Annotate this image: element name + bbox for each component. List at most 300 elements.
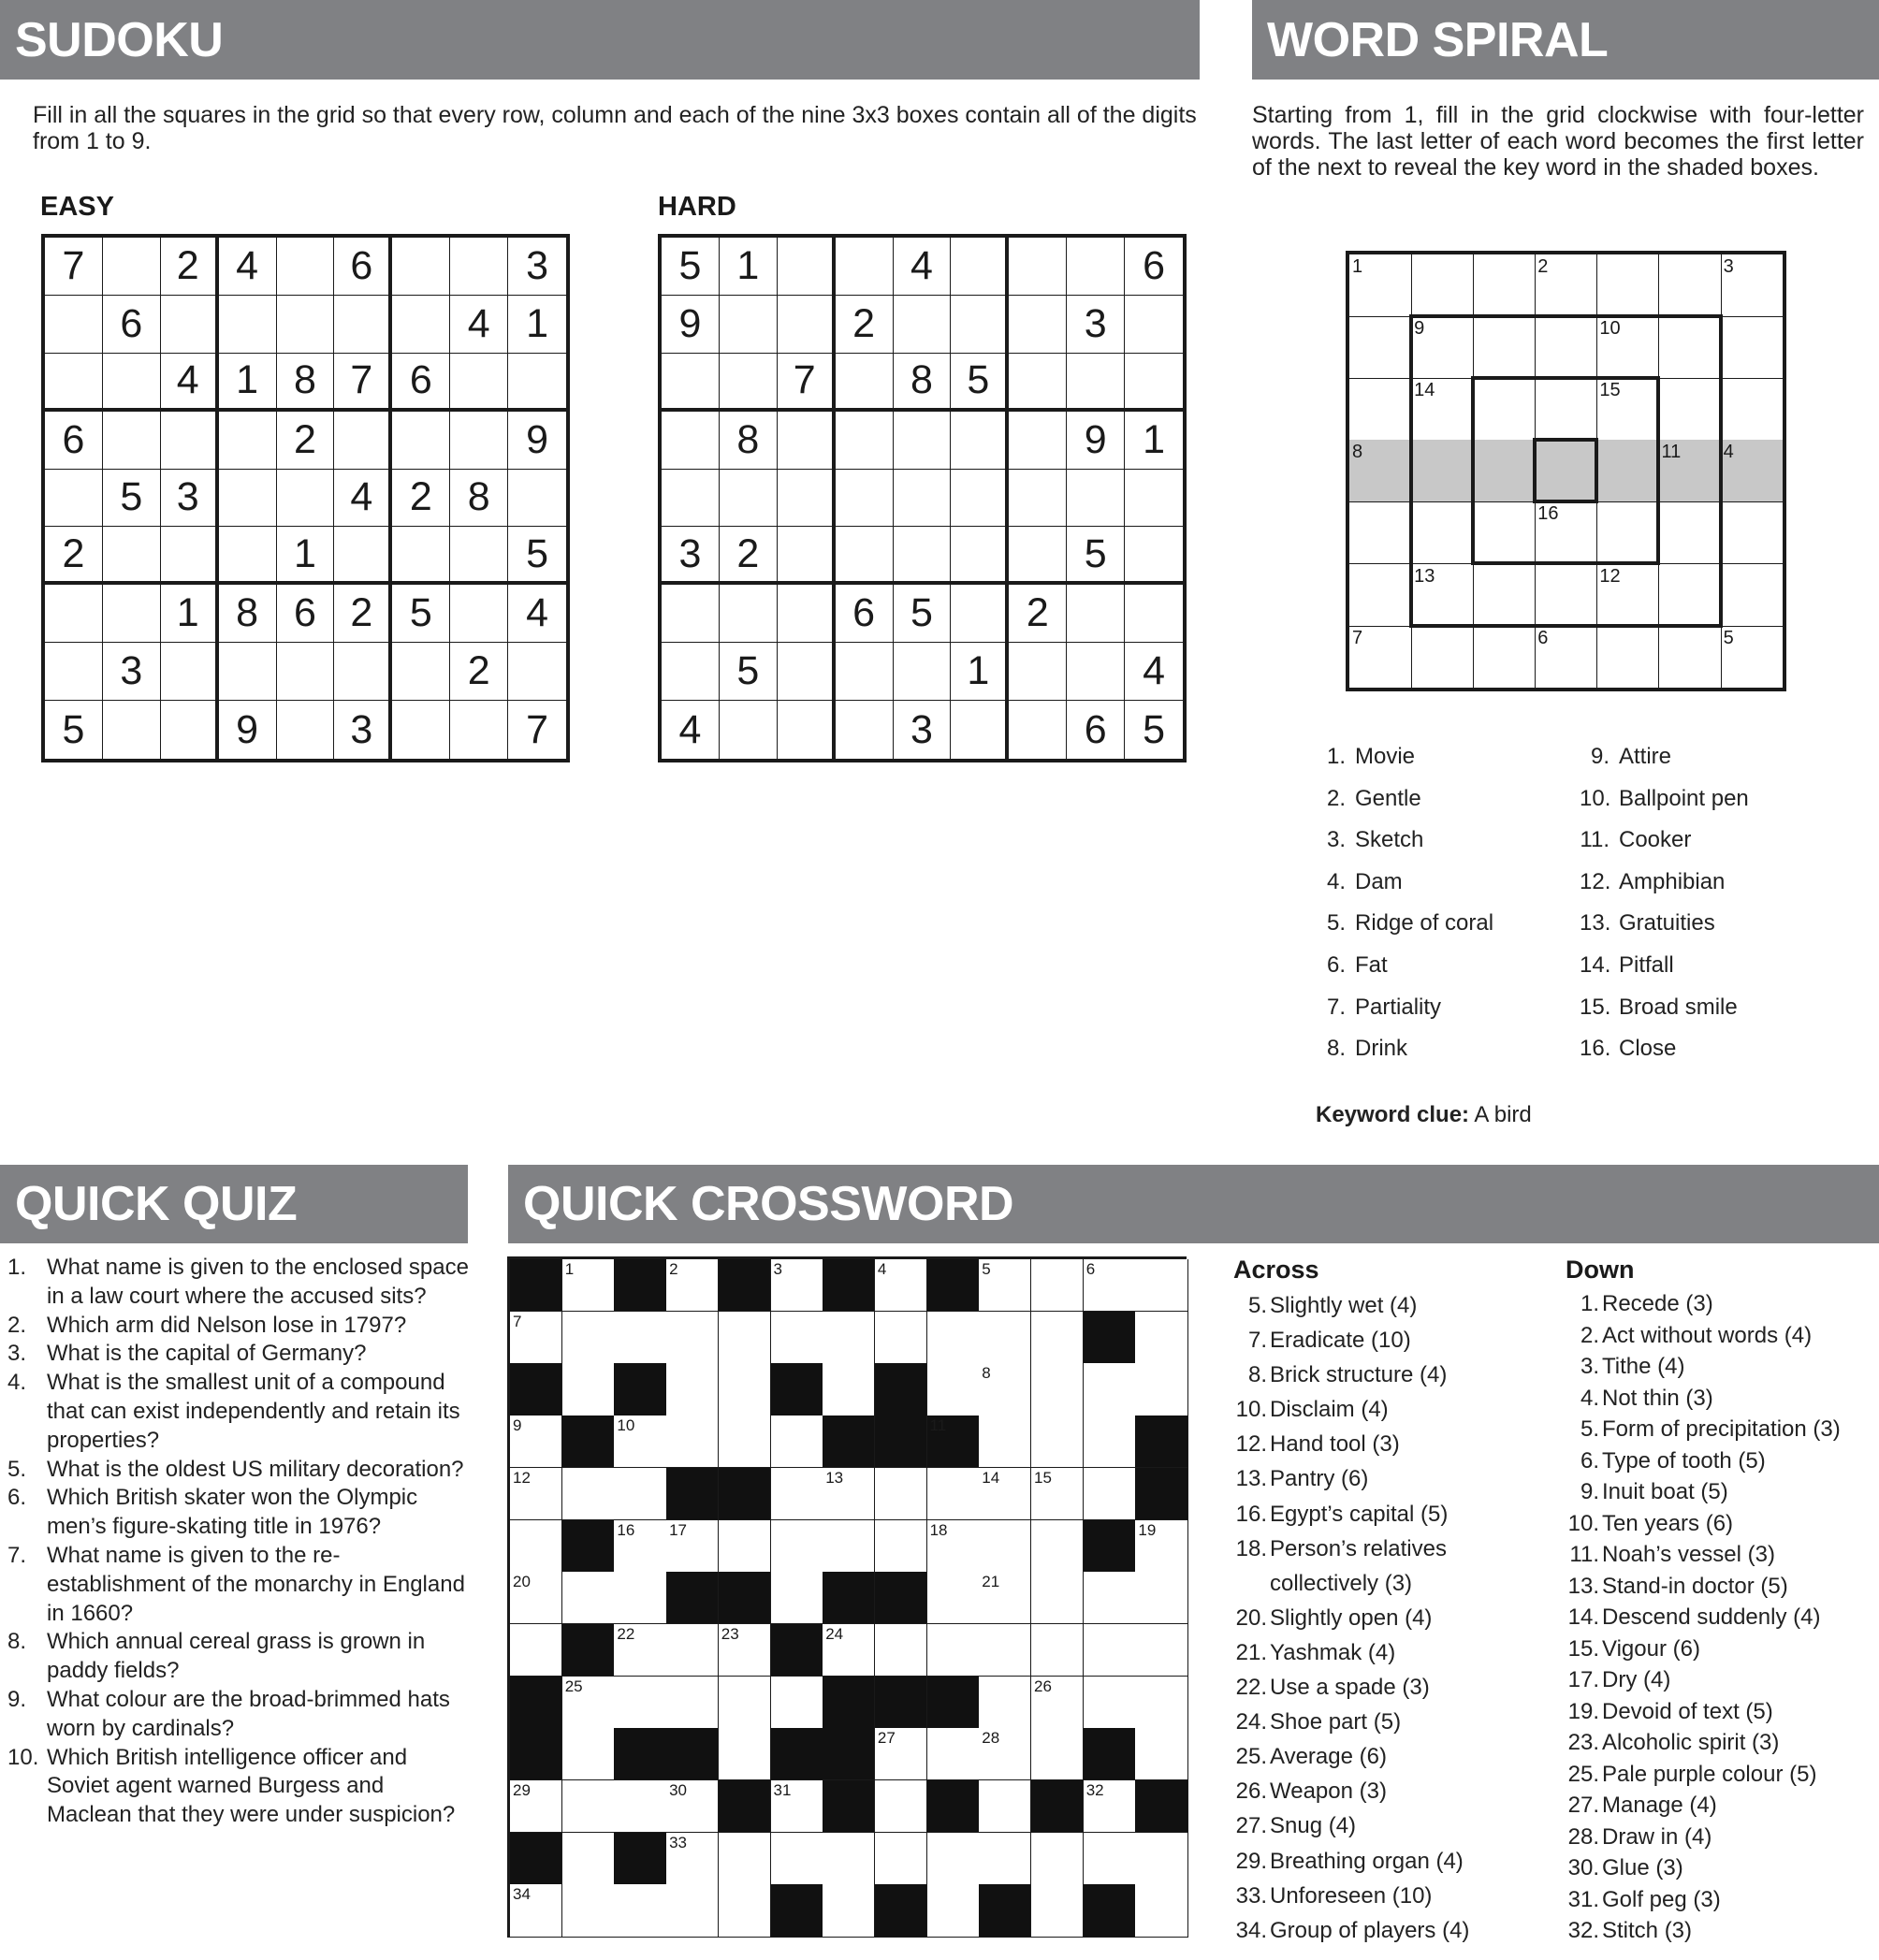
sudoku-hard-cell[interactable] bbox=[778, 238, 836, 296]
sudoku-easy-cell[interactable] bbox=[103, 238, 161, 296]
crossword-cell[interactable] bbox=[771, 1312, 823, 1364]
crossword-cell[interactable] bbox=[927, 1468, 980, 1520]
spiral-cell[interactable] bbox=[1349, 564, 1412, 627]
sudoku-easy-cell[interactable]: 6 bbox=[392, 354, 450, 412]
spiral-cell[interactable] bbox=[1473, 378, 1536, 441]
crossword-cell[interactable] bbox=[719, 1416, 771, 1468]
sudoku-easy-cell[interactable] bbox=[219, 470, 277, 528]
crossword-cell[interactable] bbox=[771, 1833, 823, 1885]
sudoku-hard-cell[interactable] bbox=[1125, 354, 1183, 412]
sudoku-easy-cell[interactable] bbox=[508, 643, 566, 701]
sudoku-hard-cell[interactable]: 5 bbox=[951, 354, 1009, 412]
sudoku-easy-cell[interactable]: 3 bbox=[334, 701, 392, 759]
crossword-black-cell bbox=[614, 1728, 666, 1780]
crossword-cell[interactable] bbox=[927, 1728, 980, 1780]
sudoku-hard-cell[interactable]: 5 bbox=[1067, 527, 1125, 585]
sudoku-easy-cell[interactable]: 3 bbox=[508, 238, 566, 296]
spiral-cell[interactable] bbox=[1535, 316, 1597, 379]
sudoku-easy-cell[interactable]: 7 bbox=[45, 238, 103, 296]
spiral-cell[interactable] bbox=[1411, 254, 1474, 317]
spiral-cell[interactable] bbox=[1349, 501, 1412, 564]
crossword-cell[interactable] bbox=[875, 1624, 927, 1677]
sudoku-hard-cell[interactable] bbox=[894, 527, 952, 585]
crossword-cell[interactable] bbox=[1135, 1259, 1187, 1312]
sudoku-hard-cell[interactable] bbox=[1009, 412, 1067, 470]
down-clue-number: 27. bbox=[1567, 1793, 1599, 1818]
spiral-clue bbox=[1316, 820, 1493, 862]
crossword-cell[interactable] bbox=[562, 1572, 615, 1624]
crossword-cell[interactable] bbox=[1084, 1833, 1136, 1885]
crossword-cell[interactable] bbox=[666, 1416, 719, 1468]
crossword-cell[interactable] bbox=[927, 1312, 980, 1364]
crossword-cell[interactable] bbox=[771, 1468, 823, 1520]
crossword-cell[interactable] bbox=[1031, 1363, 1084, 1416]
sudoku-hard-cell[interactable]: 3 bbox=[662, 527, 720, 585]
sudoku-hard-cell[interactable]: 5 bbox=[1143, 706, 1166, 752]
crossword-cell[interactable] bbox=[562, 1312, 615, 1364]
crossword-cell[interactable] bbox=[771, 1416, 823, 1468]
crossword-cell[interactable] bbox=[614, 1312, 666, 1364]
crossword-cell[interactable] bbox=[1135, 1624, 1187, 1677]
crossword-cell[interactable] bbox=[562, 1884, 615, 1937]
sudoku-easy-cell[interactable]: 2 bbox=[450, 643, 508, 701]
crossword-cell[interactable] bbox=[979, 1416, 1031, 1468]
sudoku-easy-cell[interactable] bbox=[161, 296, 219, 354]
sudoku-hard-cell[interactable]: 6 bbox=[1067, 701, 1125, 759]
sudoku-easy-cell[interactable]: 2 bbox=[45, 527, 103, 585]
sudoku-hard-cell[interactable] bbox=[894, 412, 952, 470]
sudoku-easy-cell[interactable]: 5 bbox=[392, 585, 450, 643]
sudoku-easy-cell[interactable]: 7 bbox=[526, 706, 549, 752]
spiral-cell[interactable] bbox=[1721, 564, 1784, 627]
crossword-cell[interactable] bbox=[719, 1677, 771, 1729]
sudoku-easy-cell[interactable]: 1 bbox=[219, 354, 277, 412]
spiral-cell[interactable] bbox=[1659, 378, 1722, 441]
crossword-cell[interactable] bbox=[614, 1677, 666, 1729]
crossword-cell[interactable] bbox=[979, 1624, 1031, 1677]
sudoku-hard-cell[interactable] bbox=[662, 354, 720, 412]
sudoku-easy-cell[interactable] bbox=[508, 354, 566, 412]
sudoku-easy-cell[interactable] bbox=[45, 296, 103, 354]
spiral-cell[interactable] bbox=[1535, 440, 1597, 502]
crossword-cell[interactable] bbox=[875, 1468, 927, 1520]
sudoku-easy-cell[interactable] bbox=[219, 527, 277, 585]
sudoku-easy-cell[interactable] bbox=[450, 354, 508, 412]
sudoku-easy-cell[interactable] bbox=[392, 412, 450, 470]
sudoku-hard-cell[interactable]: 8 bbox=[720, 412, 778, 470]
spiral-cell[interactable] bbox=[1659, 316, 1722, 379]
spiral-cell[interactable] bbox=[1349, 378, 1412, 441]
sudoku-easy-cell[interactable] bbox=[450, 238, 508, 296]
sudoku-hard-cell[interactable]: 2 bbox=[720, 527, 778, 585]
sudoku-easy-cell[interactable] bbox=[450, 701, 508, 759]
crossword-cell[interactable] bbox=[719, 1312, 771, 1364]
crossword-cell[interactable] bbox=[562, 1780, 615, 1833]
sudoku-easy-cell[interactable]: 2 bbox=[334, 585, 392, 643]
spiral-cell[interactable] bbox=[1473, 440, 1536, 502]
sudoku-easy-cell[interactable] bbox=[392, 643, 450, 701]
crossword-cell[interactable] bbox=[1135, 1572, 1187, 1624]
sudoku-hard-cell[interactable] bbox=[836, 643, 894, 701]
sudoku-hard-cell[interactable]: 2 bbox=[836, 296, 894, 354]
sudoku-hard-cell[interactable] bbox=[1125, 585, 1183, 643]
spiral-cell[interactable] bbox=[1721, 501, 1784, 564]
sudoku-hard-cell[interactable] bbox=[1067, 585, 1125, 643]
crossword-cell[interactable] bbox=[719, 1833, 771, 1885]
across-clue-number: 24. bbox=[1235, 1709, 1267, 1735]
crossword-cell[interactable] bbox=[771, 1520, 823, 1573]
sudoku-easy-cell[interactable]: 2 bbox=[277, 412, 335, 470]
crossword-cell[interactable] bbox=[614, 1572, 666, 1624]
sudoku-hard-cell[interactable] bbox=[951, 412, 1009, 470]
crossword-cell[interactable] bbox=[823, 1520, 875, 1573]
sudoku-easy-cell[interactable] bbox=[450, 412, 508, 470]
sudoku-hard-cell[interactable] bbox=[778, 701, 836, 759]
crossword-cell[interactable] bbox=[719, 1884, 771, 1937]
crossword-cell[interactable] bbox=[979, 1780, 1031, 1833]
crossword-cell[interactable] bbox=[562, 1363, 615, 1416]
across-clue-number: 26. bbox=[1235, 1779, 1267, 1805]
spiral-cell[interactable] bbox=[1596, 626, 1659, 689]
crossword-cell[interactable] bbox=[666, 1624, 719, 1677]
sudoku-easy-cell[interactable]: 4 bbox=[508, 585, 566, 643]
sudoku-easy-cell[interactable] bbox=[161, 643, 219, 701]
sudoku-hard-cell[interactable] bbox=[720, 585, 778, 643]
sudoku-easy-cell[interactable] bbox=[277, 296, 335, 354]
sudoku-easy-cell[interactable] bbox=[392, 296, 450, 354]
sudoku-easy-cell[interactable] bbox=[334, 412, 392, 470]
sudoku-hard-cell[interactable]: 9 bbox=[662, 296, 720, 354]
sudoku-hard-cell[interactable] bbox=[1009, 643, 1067, 701]
sudoku-hard-cell[interactable] bbox=[951, 527, 1009, 585]
sudoku-easy-cell[interactable] bbox=[161, 527, 219, 585]
spiral-cell[interactable] bbox=[1411, 626, 1474, 689]
crossword-cell[interactable] bbox=[1031, 1416, 1084, 1468]
sudoku-hard-cell[interactable]: 5 bbox=[662, 238, 720, 296]
sudoku-hard-cell[interactable] bbox=[662, 585, 720, 643]
crossword-cell[interactable] bbox=[719, 1363, 771, 1416]
spiral-cell[interactable] bbox=[1473, 254, 1536, 317]
sudoku-easy-cell[interactable] bbox=[219, 643, 277, 701]
sudoku-hard-cell[interactable] bbox=[836, 701, 894, 759]
crossword-cell[interactable] bbox=[1084, 1572, 1136, 1624]
sudoku-easy-cell[interactable]: 5 bbox=[508, 527, 566, 585]
sudoku-hard-cell[interactable] bbox=[720, 354, 778, 412]
sudoku-easy-cell[interactable]: 5 bbox=[45, 701, 103, 759]
sudoku-easy-cell[interactable] bbox=[103, 527, 161, 585]
crossword-cell[interactable] bbox=[719, 1520, 771, 1573]
sudoku-hard-cell[interactable] bbox=[662, 412, 720, 470]
sudoku-hard-cell[interactable] bbox=[778, 527, 836, 585]
crossword-cell[interactable] bbox=[927, 1833, 980, 1885]
sudoku-hard-cell[interactable] bbox=[836, 470, 894, 528]
sudoku-hard-cell[interactable] bbox=[662, 470, 720, 528]
sudoku-hard-cell[interactable]: 8 bbox=[894, 354, 952, 412]
sudoku-easy-cell[interactable]: 7 bbox=[334, 354, 392, 412]
sudoku-easy-cell[interactable] bbox=[45, 354, 103, 412]
sudoku-hard-cell[interactable]: 5 bbox=[720, 643, 778, 701]
sudoku-easy-cell[interactable] bbox=[45, 470, 103, 528]
sudoku-hard-cell[interactable] bbox=[1067, 354, 1125, 412]
crossword-cell[interactable] bbox=[1084, 1363, 1136, 1416]
crossword-cell[interactable] bbox=[1031, 1884, 1084, 1937]
crossword-cell[interactable] bbox=[719, 1728, 771, 1780]
sudoku-hard-cell[interactable] bbox=[662, 643, 720, 701]
sudoku-easy-cell[interactable] bbox=[334, 527, 392, 585]
spiral-cell[interactable] bbox=[1473, 501, 1536, 564]
sudoku-easy-cell[interactable]: 1 bbox=[508, 296, 566, 354]
sudoku-easy-cell[interactable] bbox=[277, 470, 335, 528]
crossword-cell[interactable] bbox=[927, 1624, 980, 1677]
crossword-cell[interactable] bbox=[614, 1780, 666, 1833]
sudoku-easy-cell[interactable] bbox=[161, 412, 219, 470]
crossword-cell[interactable] bbox=[823, 1833, 875, 1885]
crossword-cell[interactable] bbox=[927, 1884, 980, 1937]
crossword-cell[interactable] bbox=[562, 1468, 615, 1520]
sudoku-easy-cell[interactable]: 1 bbox=[277, 527, 335, 585]
crossword-cell[interactable] bbox=[666, 1363, 719, 1416]
spiral-cell[interactable] bbox=[1659, 564, 1722, 627]
sudoku-hard-cell[interactable]: 1 bbox=[1125, 412, 1183, 470]
sudoku-hard-cell[interactable] bbox=[1125, 527, 1183, 585]
sudoku-easy-cell[interactable]: 2 bbox=[392, 470, 450, 528]
crossword-cell[interactable] bbox=[614, 1884, 666, 1937]
crossword-cell[interactable] bbox=[510, 1624, 562, 1677]
sudoku-easy-cell[interactable] bbox=[334, 296, 392, 354]
sudoku-easy-cell[interactable]: 6 bbox=[334, 238, 392, 296]
sudoku-hard-cell[interactable]: 5 bbox=[894, 585, 952, 643]
sudoku-easy-cell[interactable]: 3 bbox=[161, 470, 219, 528]
sudoku-hard-cell[interactable]: 4 bbox=[894, 238, 952, 296]
sudoku-hard-cell[interactable] bbox=[1009, 470, 1067, 528]
sudoku-hard-cell[interactable] bbox=[1009, 354, 1067, 412]
down-clue bbox=[1566, 1508, 1841, 1540]
crossword-cell[interactable] bbox=[823, 1312, 875, 1364]
sudoku-hard-cell[interactable] bbox=[1125, 296, 1183, 354]
sudoku-hard-cell[interactable] bbox=[1009, 238, 1067, 296]
spiral-cell[interactable] bbox=[1473, 564, 1536, 627]
crossword-cell-number: 26 bbox=[1034, 1677, 1052, 1695]
crossword-cell[interactable] bbox=[927, 1572, 980, 1624]
spiral-cell[interactable] bbox=[1659, 501, 1722, 564]
crossword-cell[interactable] bbox=[979, 1520, 1031, 1573]
crossword-cell[interactable] bbox=[1135, 1363, 1187, 1416]
sudoku-easy-cell[interactable] bbox=[392, 238, 450, 296]
sudoku-hard-cell[interactable]: 1 bbox=[951, 643, 1009, 701]
sudoku-hard-cell[interactable] bbox=[836, 527, 894, 585]
crossword-cell[interactable] bbox=[614, 1468, 666, 1520]
sudoku-easy-cell[interactable]: 9 bbox=[219, 701, 277, 759]
crossword-cell[interactable] bbox=[1031, 1833, 1084, 1885]
sudoku-easy-cell[interactable]: 4 bbox=[334, 470, 392, 528]
crossword-cell[interactable] bbox=[666, 1677, 719, 1729]
sudoku-easy-cell[interactable]: 3 bbox=[103, 643, 161, 701]
sudoku-easy-cell[interactable] bbox=[508, 470, 566, 528]
sudoku-hard-cell[interactable] bbox=[778, 585, 836, 643]
sudoku-hard-cell[interactable] bbox=[1067, 470, 1125, 528]
crossword-cell[interactable] bbox=[1031, 1728, 1084, 1780]
crossword-cell[interactable] bbox=[823, 1363, 875, 1416]
across-clue-text: Slightly wet (4) bbox=[1270, 1293, 1418, 1318]
sudoku-easy-cell[interactable]: 6 bbox=[277, 585, 335, 643]
sudoku-hard-cell[interactable] bbox=[778, 470, 836, 528]
crossword-cell[interactable] bbox=[1084, 1624, 1136, 1677]
crossword-cell[interactable] bbox=[510, 1520, 562, 1573]
crossword-cell[interactable] bbox=[1031, 1520, 1084, 1573]
crossword-cell[interactable] bbox=[1031, 1624, 1084, 1677]
sudoku-hard-cell[interactable] bbox=[720, 701, 778, 759]
spiral-cell[interactable] bbox=[1659, 254, 1722, 317]
spiral-cell[interactable] bbox=[1349, 316, 1412, 379]
sudoku-hard-cell[interactable] bbox=[951, 296, 1009, 354]
sudoku-hard-cell[interactable] bbox=[836, 354, 894, 412]
spiral-cell[interactable] bbox=[1596, 501, 1659, 564]
sudoku-hard-cell[interactable]: 3 bbox=[1067, 296, 1125, 354]
sudoku-hard-cell[interactable] bbox=[778, 643, 836, 701]
spiral-clue-number: 10. bbox=[1580, 785, 1611, 811]
down-clue-text: Draw in (4) bbox=[1602, 1823, 1712, 1850]
crossword-cell[interactable] bbox=[562, 1833, 615, 1885]
crossword-cell[interactable] bbox=[1135, 1677, 1187, 1729]
down-clue bbox=[1566, 1664, 1841, 1696]
sudoku-easy-cell[interactable] bbox=[219, 412, 277, 470]
crossword-cell[interactable] bbox=[875, 1312, 927, 1364]
crossword-black-cell bbox=[719, 1468, 771, 1520]
sudoku-hard-cell[interactable]: 4 bbox=[662, 701, 720, 759]
sudoku-easy-cell[interactable] bbox=[103, 354, 161, 412]
crossword-cell[interactable] bbox=[666, 1884, 719, 1937]
sudoku-easy-cell[interactable] bbox=[450, 585, 508, 643]
sudoku-easy-cell[interactable]: 6 bbox=[103, 296, 161, 354]
sudoku-hard-cell[interactable]: 7 bbox=[778, 354, 836, 412]
sudoku-easy-cell[interactable]: 8 bbox=[277, 354, 335, 412]
spiral-cell[interactable] bbox=[1659, 626, 1722, 689]
crossword-cell[interactable] bbox=[979, 1312, 1031, 1364]
sudoku-hard-cell[interactable] bbox=[778, 296, 836, 354]
spiral-cell[interactable] bbox=[1721, 378, 1784, 441]
sudoku-easy-cell[interactable] bbox=[277, 238, 335, 296]
sudoku-hard-cell[interactable] bbox=[951, 470, 1009, 528]
sudoku-hard-cell[interactable]: 6 bbox=[836, 585, 894, 643]
sudoku-hard-cell[interactable]: 3 bbox=[894, 701, 952, 759]
sudoku-hard-cell[interactable]: 6 bbox=[1125, 238, 1183, 296]
spiral-cell[interactable] bbox=[1596, 254, 1659, 317]
crossword-cell[interactable] bbox=[1135, 1884, 1187, 1937]
sudoku-easy-cell[interactable]: 8 bbox=[219, 585, 277, 643]
sudoku-easy-cell[interactable] bbox=[392, 701, 450, 759]
sudoku-easy-cell[interactable]: 4 bbox=[219, 238, 277, 296]
crossword-cell[interactable] bbox=[875, 1833, 927, 1885]
crossword-cell[interactable] bbox=[666, 1312, 719, 1364]
down-clue-text: Manage (4) bbox=[1602, 1793, 1717, 1818]
crossword-cell[interactable] bbox=[823, 1884, 875, 1937]
sudoku-easy-cell[interactable]: 4 bbox=[161, 354, 219, 412]
sudoku-hard-cell[interactable] bbox=[1009, 527, 1067, 585]
sudoku-easy-cell[interactable] bbox=[392, 527, 450, 585]
sudoku-hard-cell[interactable] bbox=[720, 470, 778, 528]
spiral-clue bbox=[1580, 778, 1749, 820]
sudoku-hard-cell[interactable] bbox=[894, 643, 952, 701]
crossword-cell[interactable] bbox=[1084, 1677, 1136, 1729]
sudoku-hard-cell[interactable] bbox=[894, 470, 952, 528]
sudoku-easy-cell[interactable] bbox=[334, 643, 392, 701]
sudoku-easy-cell[interactable] bbox=[219, 296, 277, 354]
sudoku-easy-cell[interactable] bbox=[103, 701, 161, 759]
sudoku-easy-cell[interactable] bbox=[161, 701, 219, 759]
spiral-cell[interactable] bbox=[1411, 440, 1474, 502]
sudoku-easy-cell[interactable] bbox=[45, 643, 103, 701]
sudoku-hard-cell[interactable] bbox=[778, 412, 836, 470]
sudoku-hard-cell[interactable] bbox=[1009, 701, 1067, 759]
crossword-cell[interactable] bbox=[1031, 1312, 1084, 1364]
crossword-cell[interactable] bbox=[1135, 1833, 1187, 1885]
sudoku-easy-cell[interactable]: 6 bbox=[45, 412, 103, 470]
crossword-cell[interactable] bbox=[771, 1677, 823, 1729]
sudoku-easy-cell[interactable]: 1 bbox=[161, 585, 219, 643]
spiral-cell[interactable] bbox=[1596, 440, 1659, 502]
crossword-cell[interactable] bbox=[927, 1363, 980, 1416]
sudoku-hard-cell[interactable]: 9 bbox=[1067, 412, 1125, 470]
sudoku-hard-cell[interactable] bbox=[1067, 238, 1125, 296]
sudoku-easy-cell[interactable]: 9 bbox=[508, 412, 566, 470]
sudoku-easy-cell[interactable]: 8 bbox=[450, 470, 508, 528]
crossword-cell[interactable] bbox=[875, 1780, 927, 1833]
sudoku-easy-cell[interactable] bbox=[103, 585, 161, 643]
sudoku-hard-cell[interactable]: 2 bbox=[1009, 585, 1067, 643]
sudoku-easy-cell[interactable]: 2 bbox=[161, 238, 219, 296]
crossword-cell[interactable] bbox=[979, 1677, 1031, 1729]
sudoku-hard-cell[interactable] bbox=[720, 296, 778, 354]
sudoku-hard-cell[interactable] bbox=[951, 585, 1009, 643]
sudoku-easy-cell[interactable] bbox=[103, 412, 161, 470]
sudoku-hard-cell[interactable] bbox=[1067, 643, 1125, 701]
sudoku-easy-cell[interactable] bbox=[277, 643, 335, 701]
sudoku-hard-cell[interactable] bbox=[836, 412, 894, 470]
crossword-cell[interactable] bbox=[979, 1833, 1031, 1885]
down-clue bbox=[1566, 1539, 1841, 1571]
sudoku-easy-cell[interactable]: 5 bbox=[103, 470, 161, 528]
spiral-cell[interactable] bbox=[1411, 501, 1474, 564]
crossword-cell[interactable] bbox=[1084, 1416, 1136, 1468]
spiral-cell[interactable] bbox=[1535, 378, 1597, 441]
sudoku-hard-cell[interactable]: 1 bbox=[720, 238, 778, 296]
spiral-clue-text: Drink bbox=[1355, 1036, 1408, 1062]
sudoku-hard-cell[interactable]: 4 bbox=[1125, 643, 1183, 701]
sudoku-hard-cell[interactable] bbox=[951, 238, 1009, 296]
sudoku-hard-cell[interactable] bbox=[894, 296, 952, 354]
sudoku-hard-cell[interactable] bbox=[1009, 296, 1067, 354]
spiral-cell[interactable] bbox=[1535, 564, 1597, 627]
sudoku-hard-cell[interactable] bbox=[1125, 470, 1183, 528]
crossword-cell[interactable] bbox=[1084, 1468, 1136, 1520]
crossword-cell[interactable] bbox=[875, 1520, 927, 1573]
crossword-cell[interactable] bbox=[1031, 1572, 1084, 1624]
crossword-cell[interactable] bbox=[1031, 1259, 1084, 1312]
spiral-cell[interactable] bbox=[1721, 316, 1784, 379]
crossword-cell[interactable] bbox=[771, 1572, 823, 1624]
sudoku-easy-cell[interactable]: 4 bbox=[450, 296, 508, 354]
sudoku-easy-cell[interactable] bbox=[450, 527, 508, 585]
crossword-cell[interactable] bbox=[1135, 1312, 1187, 1364]
spiral-cell[interactable] bbox=[1473, 316, 1536, 379]
crossword-cell[interactable] bbox=[562, 1728, 615, 1780]
sudoku-hard-cell[interactable] bbox=[836, 238, 894, 296]
sudoku-hard-cell[interactable] bbox=[951, 701, 1009, 759]
crossword-cell[interactable] bbox=[1135, 1728, 1187, 1780]
sudoku-easy-cell[interactable] bbox=[45, 585, 103, 643]
spiral-cell[interactable] bbox=[1473, 626, 1536, 689]
sudoku-easy-cell[interactable] bbox=[277, 701, 335, 759]
